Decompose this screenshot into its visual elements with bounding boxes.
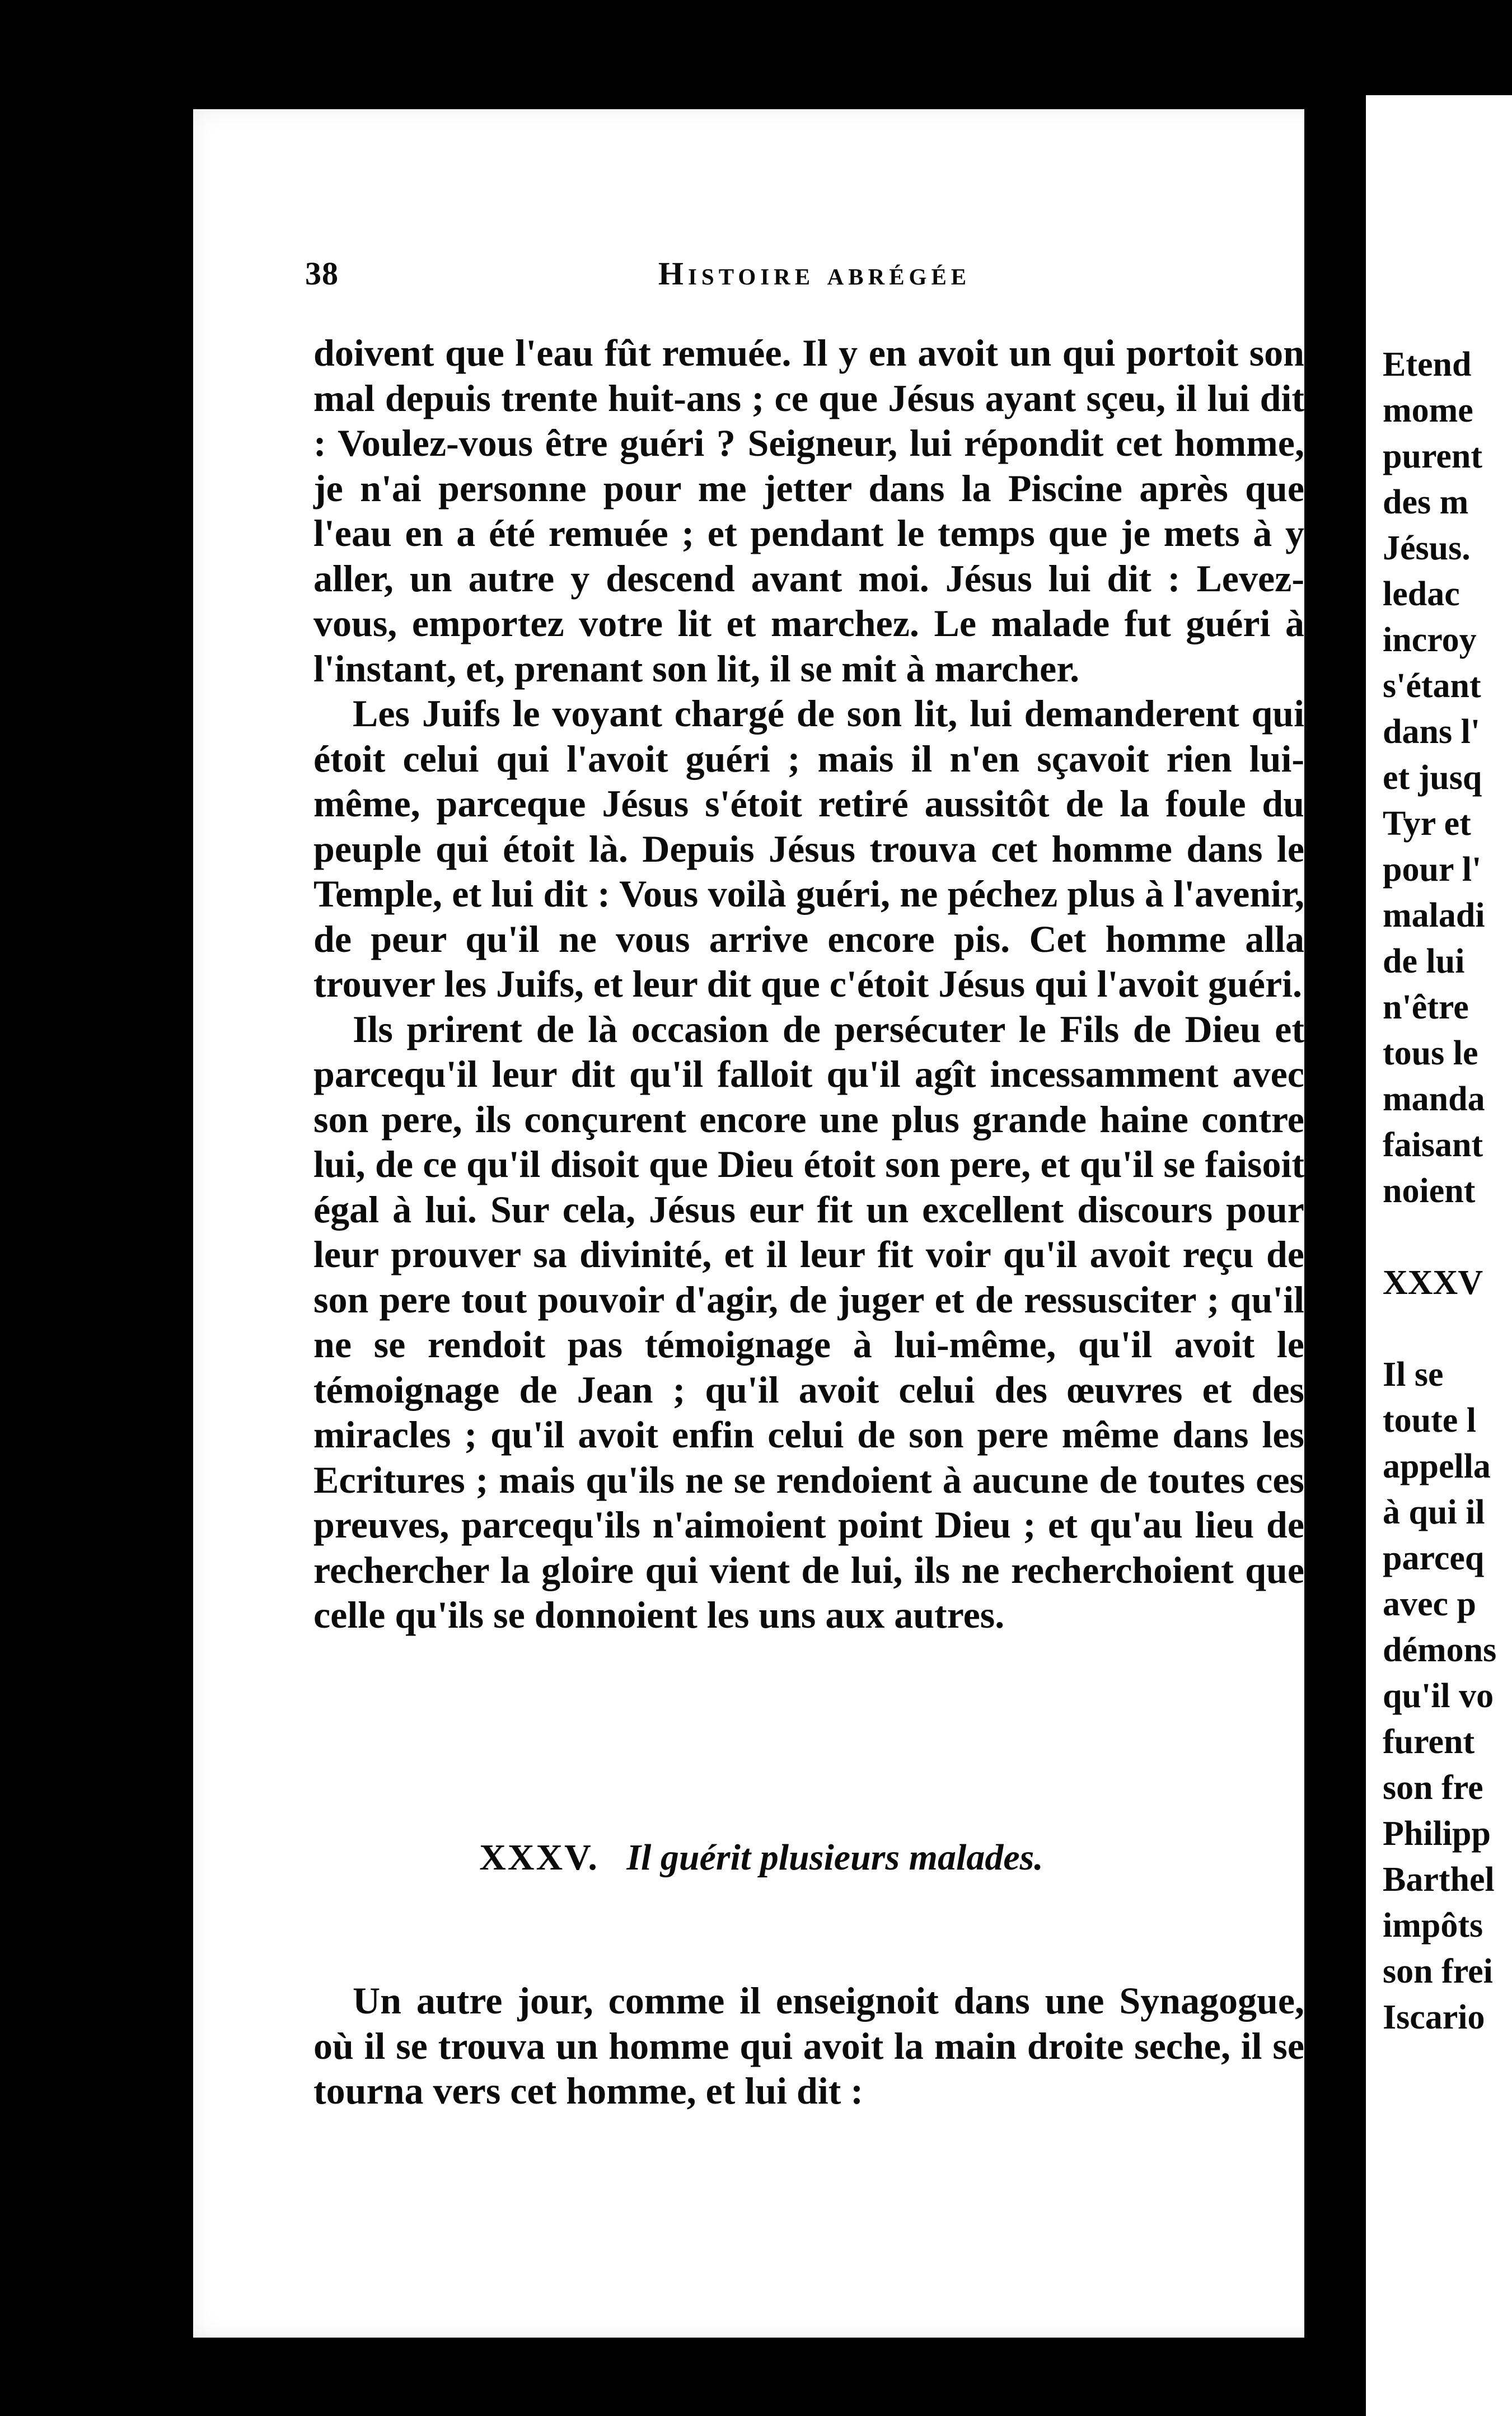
- facing-page-line: noient: [1383, 1172, 1476, 1210]
- section-text: [313, 1940, 1304, 2152]
- page-number: 38: [305, 255, 339, 292]
- facing-page-line: pour l': [1383, 850, 1482, 889]
- facing-page-line: incroy: [1383, 621, 1477, 659]
- facing-page-line: mome: [1383, 391, 1473, 429]
- facing-page-line: avec p: [1383, 1585, 1477, 1623]
- facing-page-line: Philipp: [1383, 1815, 1491, 1853]
- paragraph: doivent que l'eau fût remuée. Il y en avoit un qui portoit son mal depuis trente huit-ans ; ce que Jésus ayant sçeu, il lui dit : Voulez-vous être guéri ? Seigneur, lui répondit cet homme, je n'ai personne pour me jetter dans la Piscine après que l'eau en a été remuée ; et pendant le temps que je mets à y aller, un autre y descend avant moi. Jésus lui dit : Levez-vous, emportez votre lit et marchez. Le malade fut guéri à l'instant, et, prenant son lit, il se mit à marcher.: [313, 331, 1304, 690]
- facing-page-line: Tyr et: [1383, 805, 1471, 843]
- facing-page-line: impôts: [1383, 1906, 1483, 1945]
- facing-page-line: son frei: [1383, 1952, 1493, 1990]
- section-heading: [313, 1836, 1209, 1879]
- main-text: [313, 330, 1304, 1638]
- facing-page-line: Jésus.: [1383, 529, 1471, 567]
- section-number: XXXV.: [479, 1837, 599, 1878]
- facing-page-text: [1383, 342, 1512, 2040]
- facing-page-line: tous le: [1383, 1034, 1478, 1072]
- paragraph: Un autre jour, comme il enseignoit dans une Synagogue, où il se trouva un homme qui avoit la main droite seche, il se tourna vers cet homme, et lui dit :: [313, 1979, 1304, 2112]
- book-gutter: [1304, 101, 1366, 2357]
- section-title: Il guérit plusieurs malades.: [626, 1837, 1043, 1878]
- facing-page-line: maladi: [1383, 896, 1485, 934]
- facing-page-line: purent: [1383, 437, 1483, 475]
- facing-page-line: Il se: [1383, 1356, 1444, 1394]
- facing-page-line: de lui: [1383, 942, 1465, 980]
- facing-page-line: manda: [1383, 1080, 1485, 1118]
- facing-page-line: son fre: [1383, 1769, 1483, 1807]
- facing-page-line: dans l': [1383, 713, 1481, 751]
- facing-page-line: parceq: [1383, 1539, 1485, 1577]
- paragraph: Ils prirent de là occasion de persécuter le Fils de Dieu et parcequ'il leur dit qu'il falloit qu'il agît incessamment avec son pere, ils conçurent encore une plus grande haine contre lui, de ce qu'il disoit que Dieu étoit son pere, et qu'il se faisoit égal à lui. Sur cela, Jésus eur fit un excellent discours pour leur prouver sa divinité, et il leur fit voir qu'il avoit reçu de son pere tout pouvoir d'agir, de juger et de ressusciter ; qu'il ne se rendoit pas témoignage à lui-même, qu'il avoit le témoignage de Jean ; qu'il avoit celui des œuvres et des miracles ; qu'il avoit enfin celui de son pere même dans les Ecritures ; mais qu'ils ne se rendoient à aucune de toutes ces preuves, parcequ'ils n'aimoient point Dieu ; et qu'au lieu de rechercher la gloire qui vient de lui, ils ne recherchoient que celle qu'ils se donnoient les uns aux autres.: [313, 1007, 1304, 1636]
- facing-page-line: faisant: [1383, 1126, 1483, 1164]
- facing-page-line: furent: [1383, 1723, 1475, 1761]
- facing-page-line: Iscario: [1383, 1998, 1485, 2036]
- paragraph: Les Juifs le voyant chargé de son lit, lui demanderent qui étoit celui qui l'avoit guéri ; mais il n'en sçavoit rien lui-même, parceque Jésus s'étoit retiré aussitôt de la foule du peuple qui étoit là. Depuis Jésus trouva cet homme dans le Temple, et lui dit : Vous voilà guéri, ne péchez plus à l'avenir, de peur qu'il ne vous arrive encore pis. Cet homme alla trouver les Juifs, et leur dit que c'étoit Jésus qui l'avoit guéri.: [313, 692, 1304, 1005]
- facing-page-line: XXXV: [1383, 1264, 1483, 1302]
- facing-page-line: démons: [1383, 1631, 1497, 1669]
- facing-page-line: n'être: [1383, 988, 1469, 1026]
- facing-page-line: Barthel: [1383, 1861, 1495, 1899]
- facing-page-line: ledac: [1383, 575, 1460, 613]
- facing-page-line: [1383, 1214, 1512, 1260]
- facing-page-line: s'étant: [1383, 667, 1481, 705]
- facing-page-line: toute l: [1383, 1401, 1477, 1440]
- facing-page-line: appella: [1383, 1447, 1491, 1485]
- facing-page-line: à qui il: [1383, 1493, 1485, 1531]
- running-head: [305, 255, 1212, 300]
- running-title: Histoire abrégée: [658, 255, 971, 292]
- facing-page-line: qu'il vo: [1383, 1677, 1494, 1715]
- facing-page-line: et jusq: [1383, 759, 1482, 797]
- facing-page-line: Etend: [1383, 345, 1472, 384]
- facing-page-line: des m: [1383, 483, 1469, 521]
- facing-page-line: [1383, 1306, 1512, 1352]
